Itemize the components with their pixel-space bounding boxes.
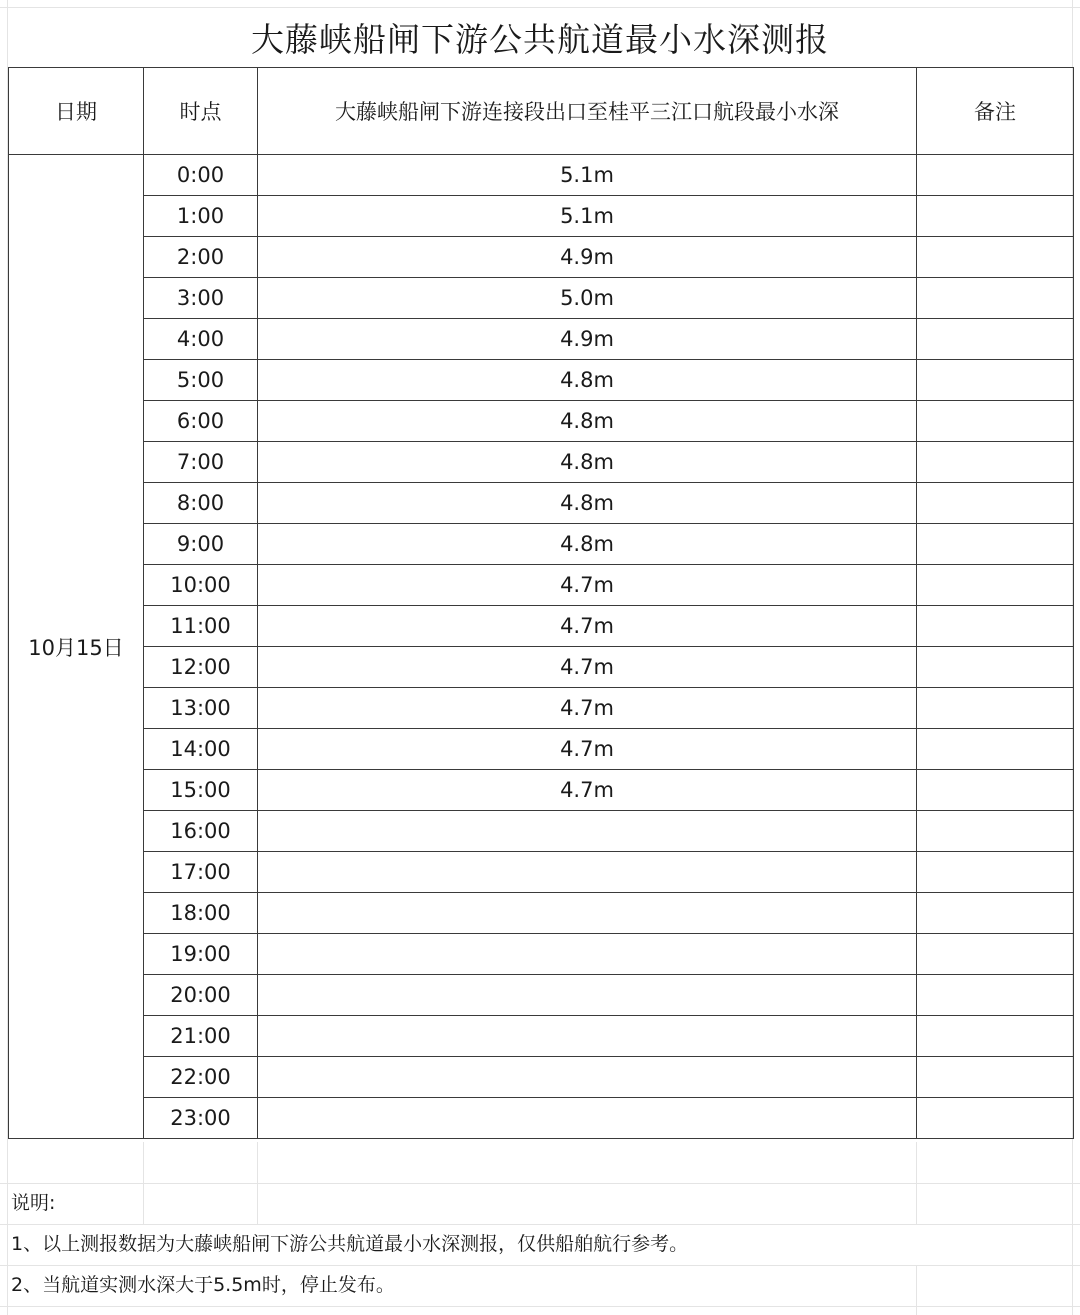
header-remark: 备注 [917, 68, 1074, 155]
table-row [9, 606, 1074, 647]
time-cell: 1:00 [144, 196, 258, 237]
table-row [9, 770, 1074, 811]
table-row [9, 811, 1074, 852]
header-row [9, 68, 1074, 155]
time-cell: 2:00 [144, 237, 258, 278]
table-row [9, 729, 1074, 770]
notes-section [8, 1183, 1072, 1306]
remark-cell [917, 975, 1074, 1016]
note-line-1: 1、以上测报数据为大藤峡船闸下游公共航道最小水深测报，仅供船舶航行参考。 [11, 1233, 689, 1255]
remark-cell [917, 196, 1074, 237]
time-cell: 14:00 [144, 729, 258, 770]
table-row [9, 647, 1074, 688]
time-cell: 21:00 [144, 1016, 258, 1057]
remark-cell [917, 811, 1074, 852]
depth-cell [258, 811, 917, 852]
table-row [9, 360, 1074, 401]
depth-cell: 4.8m [258, 483, 917, 524]
depth-cell: 4.8m [258, 401, 917, 442]
remark-cell [917, 893, 1074, 934]
time-cell: 19:00 [144, 934, 258, 975]
table-row [9, 524, 1074, 565]
depth-cell: 4.7m [258, 770, 917, 811]
remark-cell [917, 483, 1074, 524]
depth-cell [258, 893, 917, 934]
table-row [9, 278, 1074, 319]
table-row [9, 852, 1074, 893]
time-cell: 18:00 [144, 893, 258, 934]
table-row [9, 1057, 1074, 1098]
time-cell: 7:00 [144, 442, 258, 483]
time-cell: 22:00 [144, 1057, 258, 1098]
depth-cell: 4.7m [258, 688, 917, 729]
depth-cell: 5.0m [258, 278, 917, 319]
report-title: 大藤峡船闸下游公共航道最小水深测报 [251, 19, 829, 59]
remark-cell [917, 770, 1074, 811]
remark-cell [917, 565, 1074, 606]
depth-report-table [8, 67, 1074, 1139]
depth-cell: 4.7m [258, 729, 917, 770]
time-cell: 4:00 [144, 319, 258, 360]
time-cell: 9:00 [144, 524, 258, 565]
time-cell: 17:00 [144, 852, 258, 893]
time-cell: 8:00 [144, 483, 258, 524]
depth-cell: 4.9m [258, 319, 917, 360]
time-cell: 16:00 [144, 811, 258, 852]
remark-cell [917, 688, 1074, 729]
table-row [9, 934, 1074, 975]
remark-cell [917, 237, 1074, 278]
time-cell: 23:00 [144, 1098, 258, 1139]
remark-cell [917, 401, 1074, 442]
remark-cell [917, 319, 1074, 360]
table-row [9, 319, 1074, 360]
time-cell: 12:00 [144, 647, 258, 688]
table-row [9, 975, 1074, 1016]
depth-cell: 4.7m [258, 647, 917, 688]
table-row [9, 155, 1074, 196]
table-row [9, 401, 1074, 442]
table-row [9, 442, 1074, 483]
depth-cell: 4.7m [258, 606, 917, 647]
remark-cell [917, 278, 1074, 319]
remark-cell [917, 524, 1074, 565]
time-cell: 3:00 [144, 278, 258, 319]
depth-cell: 4.8m [258, 524, 917, 565]
depth-cell [258, 1057, 917, 1098]
table-row [9, 196, 1074, 237]
header-date: 日期 [9, 68, 144, 155]
remark-cell [917, 442, 1074, 483]
time-cell: 10:00 [144, 565, 258, 606]
remark-cell [917, 934, 1074, 975]
time-cell: 13:00 [144, 688, 258, 729]
remark-cell [917, 1016, 1074, 1057]
depth-cell: 5.1m [258, 196, 917, 237]
table-row [9, 1098, 1074, 1139]
table-row [9, 1016, 1074, 1057]
table-row [9, 483, 1074, 524]
depth-cell [258, 852, 917, 893]
remark-cell [917, 1098, 1074, 1139]
depth-cell: 5.1m [258, 155, 917, 196]
time-cell: 20:00 [144, 975, 258, 1016]
depth-cell [258, 975, 917, 1016]
remark-cell [917, 606, 1074, 647]
report-body [9, 155, 1074, 1139]
remark-cell [917, 360, 1074, 401]
depth-cell [258, 1098, 917, 1139]
time-cell: 11:00 [144, 606, 258, 647]
depth-cell: 4.8m [258, 360, 917, 401]
depth-cell: 4.7m [258, 565, 917, 606]
table-row [9, 237, 1074, 278]
time-cell: 0:00 [144, 155, 258, 196]
header-min-depth: 大藤峡船闸下游连接段出口至桂平三江口航段最小水深 [258, 68, 917, 155]
table-row [9, 893, 1074, 934]
depth-cell: 4.8m [258, 442, 917, 483]
time-cell: 15:00 [144, 770, 258, 811]
remark-cell [917, 155, 1074, 196]
header-hour: 时点 [144, 68, 258, 155]
date-cell: 10月15日 [9, 155, 144, 1139]
depth-cell: 4.9m [258, 237, 917, 278]
remark-cell [917, 852, 1074, 893]
time-cell: 6:00 [144, 401, 258, 442]
notes-heading: 说明: [11, 1192, 56, 1214]
remark-cell [917, 647, 1074, 688]
table-row [9, 565, 1074, 606]
table-row [9, 688, 1074, 729]
remark-cell [917, 729, 1074, 770]
remark-cell [917, 1057, 1074, 1098]
note-line-2: 2、当航道实测水深大于5.5m时，停止发布。 [11, 1274, 395, 1296]
depth-cell [258, 934, 917, 975]
time-cell: 5:00 [144, 360, 258, 401]
depth-cell [258, 1016, 917, 1057]
